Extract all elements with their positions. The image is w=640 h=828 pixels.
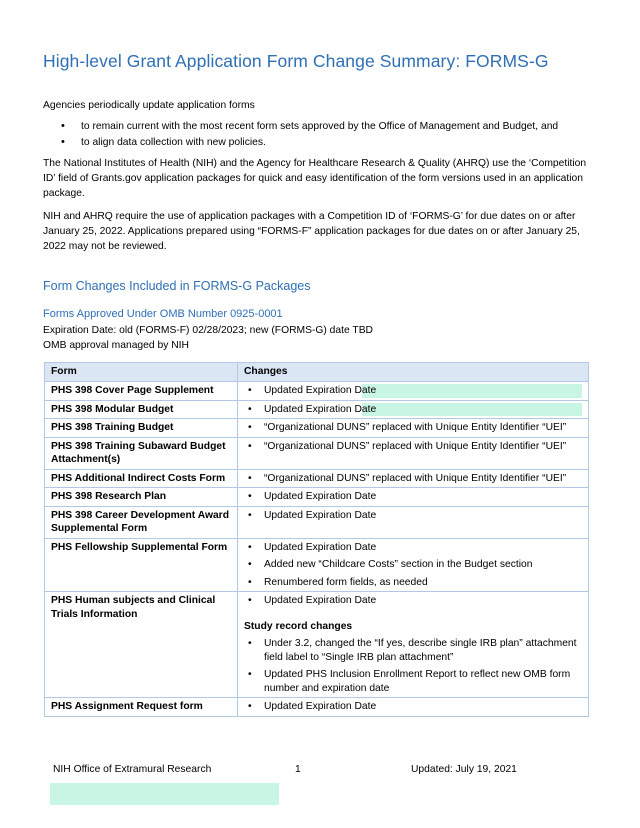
form-changes-table <box>44 362 589 717</box>
changes-cell <box>238 419 589 438</box>
change-item: • Under 3.2, changed the “If yes, describe single IRB plan” attachment field label to “Single IRB plan attachment” <box>244 637 582 664</box>
subsection-title: Forms Approved Under OMB Number 0925-0001 <box>43 308 283 320</box>
intro-bullet: • to remain current with the most recent form sets approved by the Office of Management and Budget, and <box>43 119 591 134</box>
document-title: High-level Grant Application Form Change Summary: FORMS-G <box>43 51 549 71</box>
change-item: • Updated PHS Inclusion Enrollment Report to reflect new OMB form number and expiration date <box>244 668 582 695</box>
footer-organization: NIH Office of Extramural Research <box>53 764 212 775</box>
intro-lead: Agencies periodically update application forms <box>43 100 255 111</box>
table-row <box>45 437 589 469</box>
table-row <box>45 382 589 401</box>
form-name-cell: PHS Fellowship Supplemental Form <box>45 538 238 592</box>
table-row <box>45 419 589 438</box>
change-item: • Updated Expiration Date <box>244 384 582 398</box>
change-item: • Updated Expiration Date <box>244 594 582 608</box>
intro-paragraph-requirement: NIH and AHRQ require the use of application packages with a Competition ID of ‘FORMS-G’ for due dates on or after January 25, 2022. Applications prepared using “FORMS-F” application packages for due dates on or after January 25, 2022 may not be reviewed. <box>43 211 580 252</box>
form-name-cell: PHS 398 Modular Budget <box>45 400 238 419</box>
form-name-cell: PHS 398 Cover Page Supplement <box>45 382 238 401</box>
table-header-row <box>45 363 589 382</box>
footer-page-number: 1 <box>295 764 301 775</box>
form-name-cell: PHS 398 Training Subaward Budget Attachment(s) <box>45 437 238 469</box>
changes-cell <box>238 506 589 538</box>
change-item: • Updated Expiration Date <box>244 490 582 504</box>
intro-paragraph-competition-id: The National Institutes of Health (NIH) and the Agency for Healthcare Research & Quality (AHRQ) use the ‘Competition ID’ field of Grants.gov application packages for quick and easy identification of the form versions used in an application package. <box>43 158 587 199</box>
changes-cell <box>238 437 589 469</box>
change-item: • Updated Expiration Date <box>244 403 582 417</box>
column-header-changes: Changes <box>238 363 589 382</box>
change-item: • “Organizational DUNS” replaced with Unique Entity Identifier “UEI” <box>244 421 582 435</box>
section-title: Form Changes Included in FORMS-G Packages <box>43 279 311 293</box>
table-row <box>45 488 589 507</box>
table-row <box>45 592 589 698</box>
intro-bullet: • to align data collection with new policies. <box>43 135 591 150</box>
changes-cell <box>238 698 589 717</box>
study-record-heading: Study record changes <box>244 620 353 632</box>
change-item: • Renumbered form fields, as needed <box>244 576 582 590</box>
intro-section <box>43 98 591 254</box>
change-item: • Updated Expiration Date <box>244 700 582 714</box>
change-item: • “Organizational DUNS” replaced with Unique Entity Identifier “UEI” <box>244 472 582 486</box>
changes-cell <box>238 592 589 698</box>
footer-highlight-bar <box>50 783 279 805</box>
form-name-cell: PHS Additional Indirect Costs Form <box>45 469 238 488</box>
change-item: • Updated Expiration Date <box>244 509 582 523</box>
changes-cell <box>238 400 589 419</box>
changes-cell <box>238 538 589 592</box>
form-name-cell: PHS Assignment Request form <box>45 698 238 717</box>
change-item: • Added new “Childcare Costs” section in the Budget section <box>244 558 582 572</box>
table-row <box>45 506 589 538</box>
form-name-cell: PHS 398 Training Budget <box>45 419 238 438</box>
change-item: • Updated Expiration Date <box>244 541 582 555</box>
change-item: • “Organizational DUNS” replaced with Unique Entity Identifier “UEI” <box>244 440 582 454</box>
omb-approval-text: OMB approval managed by NIH <box>43 340 189 351</box>
intro-bullet-list <box>43 119 591 150</box>
form-name-cell: PHS 398 Career Development Award Supplemental Form <box>45 506 238 538</box>
table-row <box>45 400 589 419</box>
changes-cell <box>238 488 589 507</box>
footer-updated-date: Updated: July 19, 2021 <box>411 764 517 775</box>
form-name-cell: PHS Human subjects and Clinical Trials Information <box>45 592 238 698</box>
omb-meta <box>43 323 373 353</box>
form-name-cell: PHS 398 Research Plan <box>45 488 238 507</box>
expiration-date-text: Expiration Date: old (FORMS-F) 02/28/2023; new (FORMS-G) date TBD <box>43 325 373 336</box>
table-row <box>45 538 589 592</box>
changes-cell <box>238 469 589 488</box>
column-header-form: Form <box>45 363 238 382</box>
table-row <box>45 698 589 717</box>
table-row <box>45 469 589 488</box>
changes-cell <box>238 382 589 401</box>
